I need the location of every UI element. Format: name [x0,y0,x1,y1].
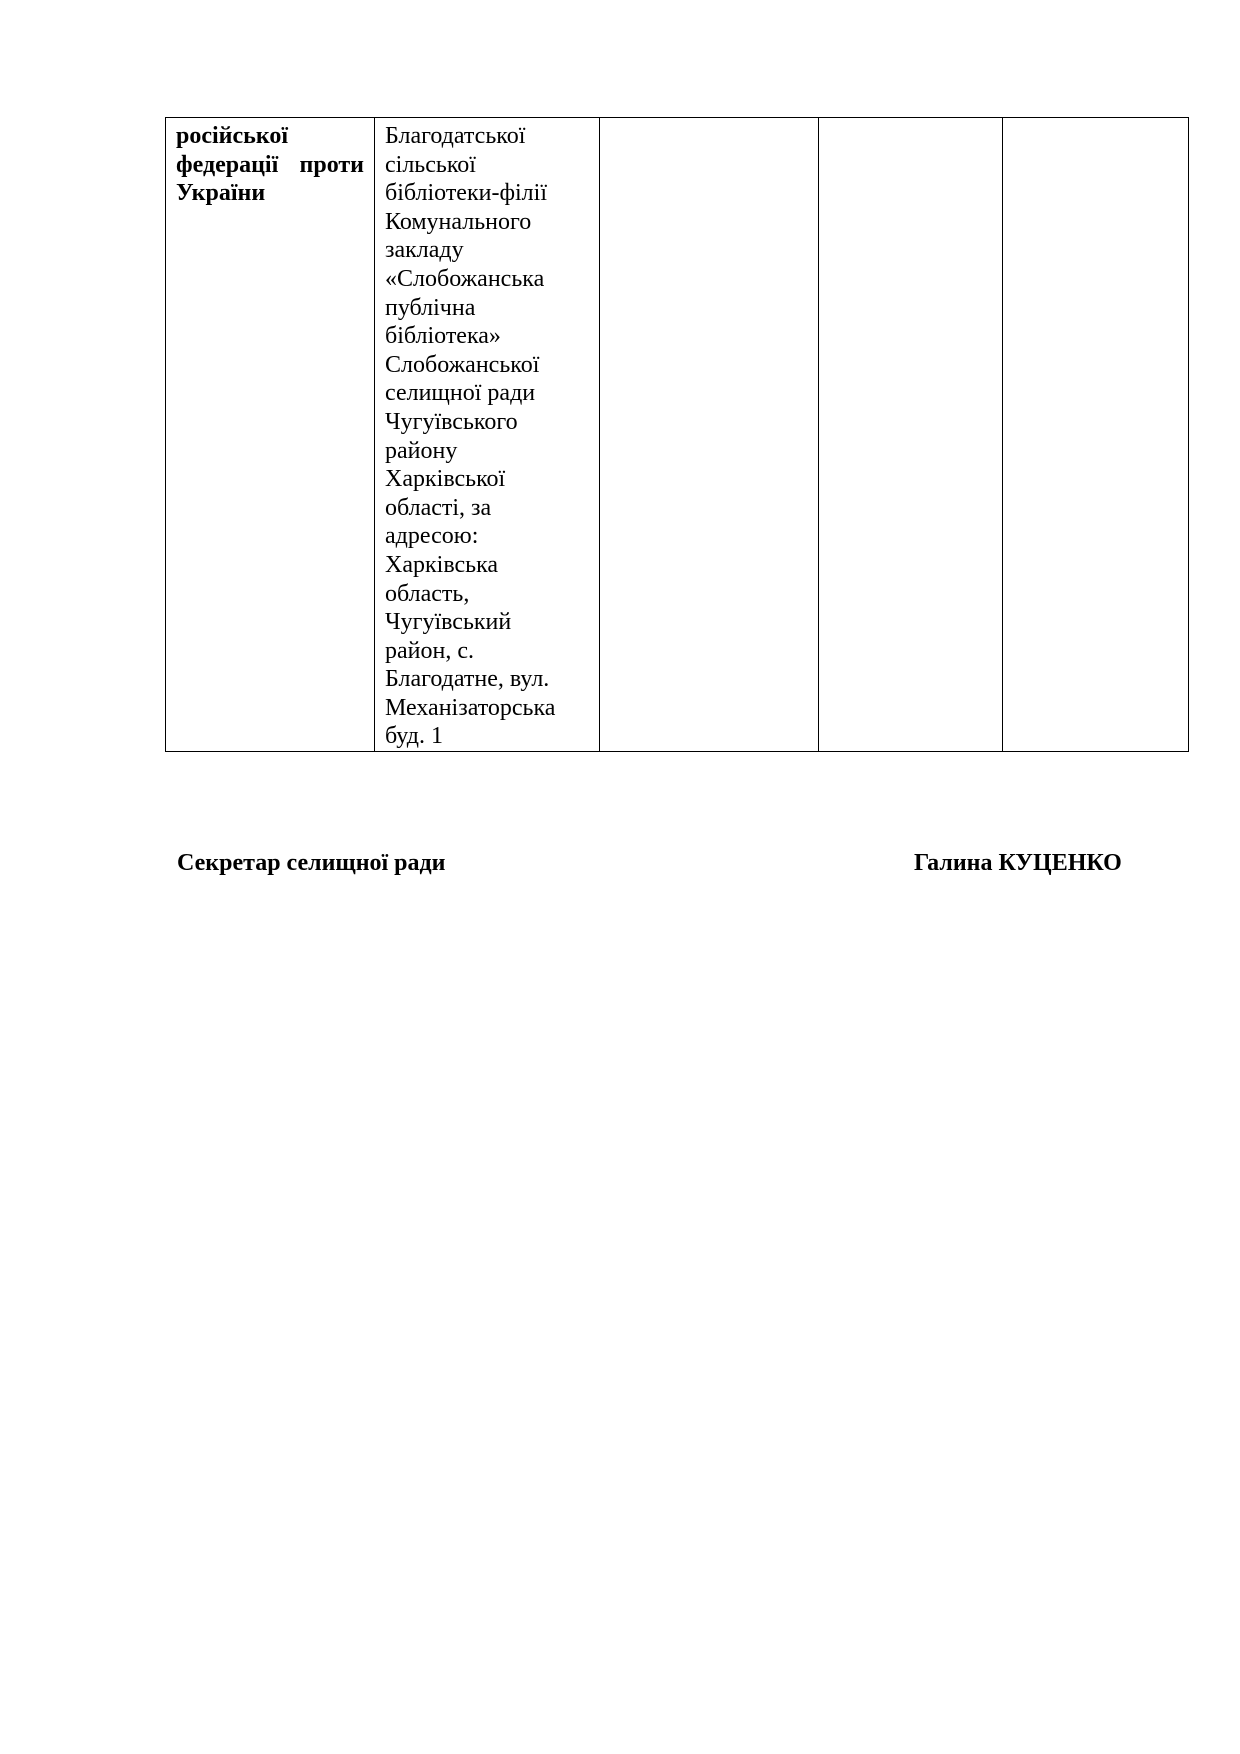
location-line: адресою: [385,523,479,550]
table-cell-empty-3 [600,118,819,752]
table-cell-empty-4 [819,118,1003,752]
event-name-line: федерації проти [176,151,364,178]
location-line: закладу [385,237,464,264]
location-line: селищної ради [385,380,536,407]
location-line: Комунального [385,208,532,235]
location-line: Харківська [385,551,499,578]
table-cell-empty-5 [1003,118,1189,752]
signature-name: Галина КУЦЕНКО [914,850,1122,876]
document-table [165,117,1189,752]
location-text [385,122,589,751]
location-line: Чугуївський [385,609,512,636]
table-cell-location [375,118,600,752]
location-line: бібліотека» [385,323,501,350]
location-line: Слобожанської [385,351,540,378]
location-line: району [385,437,458,464]
signature-position: Секретар селищної ради [177,850,446,876]
event-name-line: російської [176,123,289,149]
location-line: Механізаторська [385,694,556,721]
location-line: Благодатської [385,123,526,149]
location-line: публічна [385,294,476,321]
location-line: області, за [385,494,492,521]
location-line: «Слобожанська [385,265,545,292]
location-line: район, с. [385,637,474,664]
table-cell-event-name [166,118,375,752]
location-line: Благодатне, вул. [385,666,550,693]
table-row [166,118,1189,752]
location-line: сільської [385,151,476,178]
event-name-line: України [176,180,266,207]
location-line: Чугуївського [385,408,518,435]
event-name-text [176,122,364,208]
location-line: Харківської [385,466,506,493]
location-line: бібліотеки-філії [385,180,547,207]
location-line: буд. 1 [385,723,443,750]
location-line: область, [385,580,470,607]
